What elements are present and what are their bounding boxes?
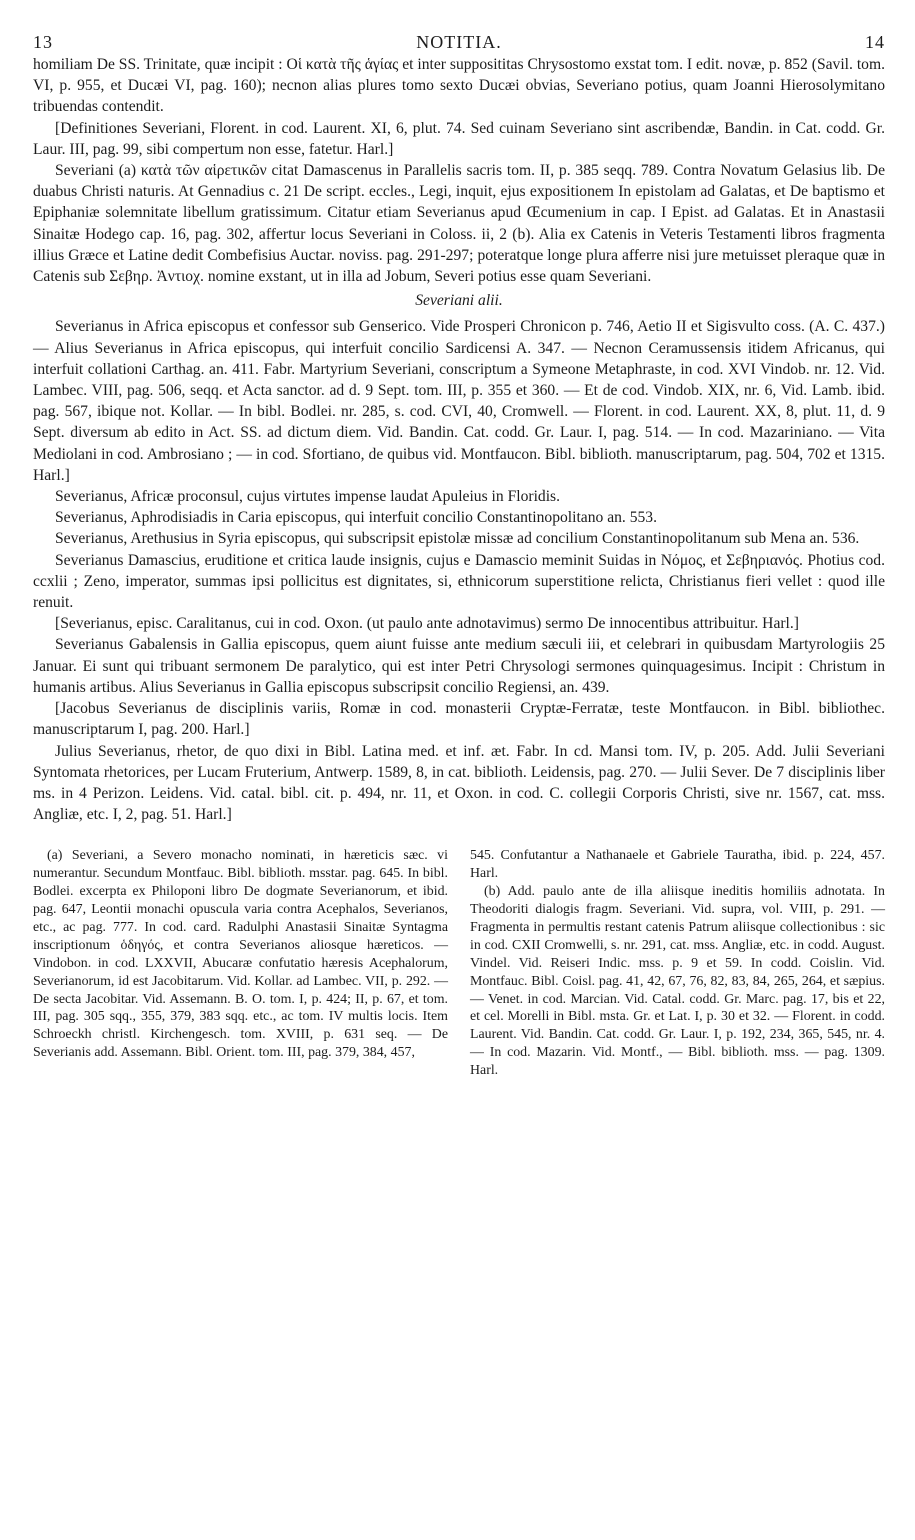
section-heading: Severiani alii. (415, 292, 503, 310)
footnote-a-continued: 545. Confutantur a Nathanaele et Gabriele Tauratha, ibid. p. 224, 457. Harl. (470, 848, 885, 882)
paragraph: [Jacobus Severianus de disciplinis variis, Romæ in cod. monasterii Cryptæ-Ferratæ, teste Montfaucon. in Bibl. bibliothec. manuscriptarum I, pag. 200. Harl.] (33, 700, 885, 739)
footnote-a: (a) Severiani, a Severo monacho nominati, in hæreticis sæc. vi numerantur. Secundum Montfauc. Bibl. biblioth. msstar. pag. 645. In bibl. Bodlei. excerpta ex Philoponi libro De dogmate Severianorum, et ibid. pag. 647, Leontii monachi opuscula varia contra Acephalos, Severianos, etc., ac pag. 777. In cod. card. Radulphi Anastasii Sinaitæ Syntagma inscriptionum ὁδηγός, et contra Severianos aliosque hæreticos. — Vindobon. in cod. LXXVII, Abucaræ confutatio hæresis Acephalorum, Severianorum, id est Jacobitarum. Vid. Kollar. ad Lambec. VII, p. 292. — De secta Jacobitar. Vid. Assemann. B. O. tom. I, p. 424; II, p. 67, et tom. III, pag. 305 sqq., 355, 379, 383 sqq. etc., ac tom. IV multis locis. Item Schroeckh christl. Kirchengesch. tom. XVIII, p. 631 seq. — De Severianis add. Assemann. Bibl. Orient. tom. III, pag. 379, 384, 457, (33, 848, 448, 1061)
footnote-column-right (470, 847, 885, 1080)
paragraph: [Definitiones Severiani, Florent. in cod. Laurent. XI, 6, plut. 74. Sed cuinam Severiano sint ascribendæ, Bandin. in Cat. codd. Gr. Laur. III, pag. 99, sibi compertum non esse, fatetur. Harl.] (33, 119, 885, 158)
page-number-right: 14 (865, 32, 885, 52)
paragraph: Severianus, Africæ proconsul, cujus virtutes impense laudat Apuleius in Floridis. (55, 488, 560, 506)
running-header (33, 28, 885, 54)
paragraph: Severianus, Arethusius in Syria episcopus, qui subscripsit epistolæ missæ ad concilium Constantinopolitanum sub Mena an. 536. (55, 530, 860, 548)
running-title: NOTITIA. (416, 32, 502, 52)
paragraph: Severianus Gabalensis in Gallia episcopus, quem aiunt fuisse ante medium sæculi iii, et celebrari in quibusdam Martyrologiis 25 Januar. Ei sunt qui tribuant sermonem De paralytico, qui est inter Petri Chrysologi sermones quinquagesimus. Incipit : Christum in humanis artibus. Alius Severianus in Gallia episcopus subscripsit concilio Regiensi, an. 439. (33, 636, 885, 696)
paragraph: Severianus Damascius, eruditione et critica laude insignis, cujus e Damascio meminit Suidas in Νόμος, et Σεβηριανός. Photius cod. ccxlii ; Zeno, imperator, summas ipsi pollicitus est dignitates, si, ethnicorum superstitione relicta, Christianus fieri vellet : quod ille renuit. (33, 551, 885, 612)
page-number-left: 13 (33, 32, 53, 52)
paragraph: Julius Severianus, rhetor, de quo dixi in Bibl. Latina med. et inf. æt. Fabr. In cd. Mansi tom. IV, p. 205. Add. Julii Severiani Syntomata rhetorices, per Lucam Fruterium, Antwerp. 1589, 8, in cat. biblioth. Leidensis, pag. 270. — Julii Sever. De 7 disciplinis liber ms. in 4 Perizon. Leidens. Vid. catal. bibl. cit. p. 494, nr. 11, et Oxon. in cod. C. collegii Corporis Christi, sive nr. 1567, cat. mss. Angliæ, etc. I, 2, pag. 51. Harl.] (33, 742, 885, 824)
footnote-b: (b) Add. paulo ante de illa aliisque ineditis homiliis adnotata. In Theodoriti dialogis fragm. Severiani. Vid. supra, vol. VIII, p. 291. — Fragmenta in permultis restant catenis Patrum aliisque collectionibus : sic in cod. CXII Cromwelli, s. nr. 291, cat. mss. Angliæ, etc. in codd. August. Vindel. Vid. Reiseri Indic. mss. p. 9 et 59. In codd. Coislin. Vid. Montfauc. Bibl. Coisl. pag. 41, 42, 67, 76, 82, 83, 84, 265, 264, et sæpius. — Venet. in cod. Marcian. Vid. Catal. codd. Gr. Marc. pag. 17, bis et 22, et cel. Morelli in Bibl. msta. Gr. et Lat. I, p. 30 et 32. — Florent. in codd. Laurent. Vid. Bandin. Cat. codd. Gr. Laur. I, p. 192, 234, 365, 545, nr. 4. — In cod. Mazarin. Vid. Montf., — Bibl. biblioth. mss. — pag. 1309. Harl. (470, 884, 885, 1079)
paragraph: homiliam De SS. Trinitate, quæ incipit : Οἱ κατὰ τῆς ἁγίας et inter supposititas Chrysostomo exstat tom. I edit. novæ, p. 852 (Savil. tom. VI, p. 955, et Ducæi VI, pag. 160); necnon alias plures tomo sexto Ducæi obvias, Severiano potius, quam Joanni Hierosolymitano tribuendas contendit. (33, 56, 885, 116)
footnote-column-left (33, 847, 448, 1080)
paragraph: [Severianus, episc. Caralitanus, cui in cod. Oxon. (ut paulo ante adnotavimus) sermo De innocentibus attribuitur. Harl.] (55, 615, 799, 633)
footnotes (33, 847, 885, 1080)
main-text (33, 54, 885, 825)
paragraph: Severiani (a) κατὰ τῶν αἱρετικῶν citat Damascenus in Parallelis sacris tom. II, p. 385 seqq. 789. Contra Novatum Gelasius lib. De duabus Christi naturis. At Gennadius c. 21 De script. eccles., Legi, inquit, ejus expositionem In epistolam ad Galatas, et De baptismo et Epiphaniæ solemnitate libellum gratissimum. Citatur etiam Severianus apud Œcumenium in cap. I Epist. ad Galatas. Et in Anastasii Sinaitæ Hodego cap. 16, pag. 302, affertur locus Severiani in Coloss. ii, 2 (b). Alia ex Catenis in Veteris Testamenti libros fragmenta illius Græce et Latine dedit Combefisius Auctar. noviss. pag. 291-297; poteratque longe plura afferre nisi jure metuisset pleraque quæ in Catenis sub Σεβηρ. Ἀντιοχ. nomine exstant, ut in illa ad Jobum, Severi potius esse quam Severiani. (33, 162, 885, 286)
paragraph: Severianus in Africa episcopus et confessor sub Genserico. Vide Prosperi Chronicon p. 746, Aetio II et Sigisvulto coss. (A. C. 437.) — Alius Severianus in Africa episcopus, qui interfuit concilio Sardicensi A. 347. — Necnon Ceramussensis itidem Africanus, qui interfuit collationi Carthag. an. 411. Fabr. Martyrium Severiani, conscriptum a Symeone Metaphraste, in cod. XVI Vindob. nr. 12. Vid. Lambec. VIII, pag. 506, seqq. et Acta sanctor. ad d. 9 Sept. tom. III, p. 355 et 360. — Et de cod. Vindob. XIX, nr. 6, Vid. Lamb. ibid. pag. 567, ibique not. Kollar. — In bibl. Bodlei. nr. 285, s. cod. CVI, 40, Cromwell. — Florent. in cod. Laurent. XX, 8, plut. 11, d. 9 Sept. diversum ab edito in Act. SS. ad dictum diem. Vid. Bandin. Cat. codd. Gr. Laur. I, pag. 514. — In cod. Mazariniano. — Vita Mediolani in cod. Ambrosiano ; — in cod. Sfortiano, de quibus vid. Montfaucon. Bibl. biblioth. manuscriptarum, pag. 504, 702 et 1315. Harl.] (33, 318, 885, 484)
paragraph: Severianus, Aphrodisiadis in Caria episcopus, qui interfuit concilio Constantinopolitano an. 553. (55, 509, 658, 527)
